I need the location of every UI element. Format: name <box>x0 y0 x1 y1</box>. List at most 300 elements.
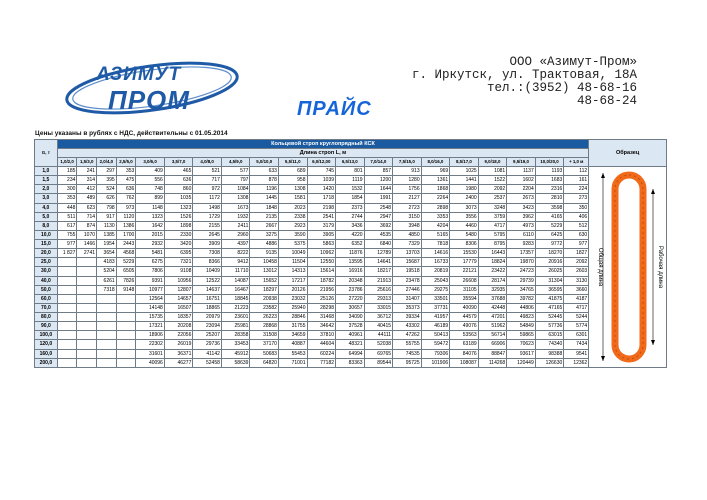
price-cell: 71001 <box>278 358 307 367</box>
table-row <box>35 212 667 221</box>
length-col-header: 5,5/11,0 <box>278 158 307 167</box>
price-cell: 1718 <box>307 194 336 203</box>
price-cell: 1148 <box>136 203 165 212</box>
company-name: ООО «Азимут-Пром» <box>509 55 637 69</box>
price-cell: 20979 <box>193 313 222 322</box>
price-cell: 44111 <box>364 331 393 340</box>
price-cell: 41957 <box>421 313 450 322</box>
price-cell: 40961 <box>336 331 365 340</box>
price-cell: 31755 <box>278 322 307 331</box>
price-cell: 2198 <box>307 203 336 212</box>
price-cell: 20348 <box>336 276 365 285</box>
price-cell: 66906 <box>478 340 507 349</box>
price-cell: 2338 <box>278 212 307 221</box>
price-cell: 465 <box>164 167 193 176</box>
table-row <box>35 185 667 194</box>
price-cell: 26025 <box>535 267 564 276</box>
price-cell: 40887 <box>278 340 307 349</box>
price-cell: 4568 <box>116 249 136 258</box>
price-cell: 7434 <box>564 340 589 349</box>
price-cell: 63015 <box>535 331 564 340</box>
price-cell: 717 <box>193 176 222 185</box>
price-cell: 22056 <box>164 331 193 340</box>
price-cell: 2645 <box>193 230 222 239</box>
price-cell: 9412 <box>221 258 250 267</box>
table-row <box>35 267 667 276</box>
price-cell <box>77 276 97 285</box>
price-cell: 1420 <box>307 185 336 194</box>
price-cell: 3248 <box>478 203 507 212</box>
price-cell: 14616 <box>421 249 450 258</box>
wll-cell: 80,0 <box>35 313 58 322</box>
price-cell: 29739 <box>507 276 536 285</box>
price-cell: 52458 <box>193 358 222 367</box>
table-row <box>35 313 667 322</box>
price-cell: 1137 <box>507 167 536 176</box>
table-row <box>35 230 667 239</box>
wll-cell: 1,0 <box>35 167 58 176</box>
price-cell: 412 <box>77 185 97 194</box>
price-cell: 234 <box>57 176 77 185</box>
price-cell: 32935 <box>478 285 507 294</box>
price-cell <box>57 303 77 312</box>
wll-cell: 90,0 <box>35 322 58 331</box>
price-cell: 6352 <box>336 240 365 249</box>
price-cell: 1280 <box>393 176 422 185</box>
price-cell: 25126 <box>307 294 336 303</box>
price-cell: 64820 <box>250 358 279 367</box>
price-cell: 46189 <box>421 322 450 331</box>
price-cell: 16443 <box>478 249 507 258</box>
price-cell: 714 <box>77 212 97 221</box>
price-cell: 1498 <box>193 203 222 212</box>
price-cell: 36371 <box>164 349 193 358</box>
price-cell: 273 <box>564 194 589 203</box>
price-cell: 17217 <box>278 276 307 285</box>
price-cell: 45912 <box>221 349 250 358</box>
price-cell: 36595 <box>535 285 564 294</box>
price-cell: 14313 <box>278 267 307 276</box>
price-cell: 489 <box>77 194 97 203</box>
price-cell: 3150 <box>393 212 422 221</box>
price-cell: 350 <box>564 203 589 212</box>
price-cell: 1081 <box>478 167 507 176</box>
price-cell: 626 <box>97 194 117 203</box>
price-cell: 801 <box>336 167 365 176</box>
price-cell: 762 <box>116 194 136 203</box>
price-cell: 29313 <box>364 294 393 303</box>
price-cell: 16733 <box>421 258 450 267</box>
length-col-header: 2,0/4,0 <box>97 158 117 167</box>
price-cell: 1385 <box>97 230 117 239</box>
price-cell: 30657 <box>336 303 365 312</box>
price-cell: 1323 <box>164 203 193 212</box>
price-cell: 21956 <box>307 285 336 294</box>
length-col-header: 10,0/20,0 <box>535 158 564 167</box>
price-cell: 16751 <box>193 294 222 303</box>
price-cell: 21223 <box>221 303 250 312</box>
price-cell: 395 <box>97 176 117 185</box>
price-cell: 3353 <box>421 212 450 221</box>
price-cell <box>97 294 117 303</box>
price-cell: 636 <box>164 176 193 185</box>
wll-cell: 120,0 <box>35 340 58 349</box>
price-cell: 2400 <box>450 194 479 203</box>
price-cell: 23094 <box>193 322 222 331</box>
price-cell: 3073 <box>450 203 479 212</box>
price-cell: 10977 <box>136 285 165 294</box>
price-cell: 108087 <box>450 358 479 367</box>
price-cell: 34090 <box>336 313 365 322</box>
price-cell: 2135 <box>250 212 279 221</box>
price-cell: 35594 <box>450 294 479 303</box>
price-cell: 77182 <box>307 358 336 367</box>
price-cell: 6840 <box>364 240 393 249</box>
price-cell: 857 <box>364 167 393 176</box>
price-cell: 4187 <box>564 294 589 303</box>
price-cell: 899 <box>136 194 165 203</box>
price-cell: 5774 <box>564 322 589 331</box>
price-cell: 28298 <box>307 303 336 312</box>
length-col-header: 7,5/15,0 <box>393 158 422 167</box>
price-cell: 3654 <box>97 249 117 258</box>
price-cell: 3130 <box>564 276 589 285</box>
price-cell <box>57 267 77 276</box>
price-cell: 1070 <box>77 230 97 239</box>
price-cell: 21913 <box>364 276 393 285</box>
price-cell <box>77 331 97 340</box>
price-cell: 556 <box>136 176 165 185</box>
price-cell: 23422 <box>478 267 507 276</box>
price-cell: 973 <box>116 203 136 212</box>
table-row <box>35 221 667 230</box>
table-row <box>35 258 667 267</box>
price-cell: 5229 <box>116 258 136 267</box>
price-cell: 2023 <box>278 203 307 212</box>
wll-cell: 60,0 <box>35 294 58 303</box>
length-col-header: 4,5/9,0 <box>221 158 250 167</box>
price-cell: 524 <box>97 185 117 194</box>
wll-cell: 200,0 <box>35 358 58 367</box>
table-row <box>35 303 667 312</box>
price-cell <box>97 303 117 312</box>
price-cell: 6110 <box>507 230 536 239</box>
price-cell: 54849 <box>507 322 536 331</box>
price-cell: 1522 <box>478 176 507 185</box>
price-cell: 7321 <box>164 258 193 267</box>
price-cell <box>116 358 136 367</box>
price-cell <box>77 267 97 276</box>
price-cell: 11710 <box>221 267 250 276</box>
price-cell: 23601 <box>221 313 250 322</box>
price-cell: 406 <box>564 212 589 221</box>
price-cell: 31407 <box>393 294 422 303</box>
price-cell: 1466 <box>77 240 97 249</box>
price-cell: 3948 <box>393 221 422 230</box>
price-cell: 60224 <box>307 349 336 358</box>
logo-text-top: АЗИМУТ <box>96 64 182 85</box>
price-cell <box>116 303 136 312</box>
price-cell: 12807 <box>164 285 193 294</box>
price-cell: 74535 <box>393 349 422 358</box>
price-cell: 2264 <box>421 194 450 203</box>
price-cell: 2537 <box>478 194 507 203</box>
price-cell <box>116 340 136 349</box>
price-cell: 25981 <box>221 322 250 331</box>
price-cell <box>97 358 117 367</box>
price-cell: 797 <box>221 176 250 185</box>
price-cell: 84076 <box>450 349 479 358</box>
price-cell: 4183 <box>97 258 117 267</box>
wll-cell: 100,0 <box>35 331 58 340</box>
table-row <box>35 294 667 303</box>
price-cell: 8222 <box>221 249 250 258</box>
price-cell <box>57 313 77 322</box>
price-cell: 4850 <box>393 230 422 239</box>
price-cell: 314 <box>77 176 97 185</box>
price-cell: 15687 <box>393 258 422 267</box>
price-cell: 49076 <box>450 322 479 331</box>
price-cell: 23582 <box>250 303 279 312</box>
logo-text-bottom: ПРОМ <box>108 85 190 115</box>
price-cell: 4204 <box>421 221 450 230</box>
price-cell: 1932 <box>221 212 250 221</box>
price-cell: 1386 <box>116 221 136 230</box>
price-cell: 50413 <box>421 331 450 340</box>
price-cell: 52038 <box>364 340 393 349</box>
price-cell: 4535 <box>364 230 393 239</box>
price-cell: 15652 <box>250 276 279 285</box>
price-cell: 101906 <box>421 358 450 367</box>
price-cell: 49823 <box>507 313 536 322</box>
length-header: Длина строп L, м <box>57 149 588 158</box>
length-col-header: 7,0/14,0 <box>364 158 393 167</box>
price-cell: 23786 <box>336 285 365 294</box>
price-cell: 63189 <box>450 340 479 349</box>
price-cell: 6301 <box>564 331 589 340</box>
length-col-header: 2,5/5,0 <box>116 158 136 167</box>
price-cell: 37688 <box>478 294 507 303</box>
table-row <box>35 249 667 258</box>
price-cell: 31508 <box>250 331 279 340</box>
price-cell <box>57 285 77 294</box>
price-cell: 2373 <box>336 203 365 212</box>
price-cell: 33015 <box>364 303 393 312</box>
price-cell: 1756 <box>393 185 422 194</box>
price-cell: 31468 <box>307 313 336 322</box>
price-cell: 1039 <box>307 176 336 185</box>
price-cell <box>116 349 136 358</box>
price-cell: 10962 <box>307 249 336 258</box>
price-cell: 5165 <box>421 230 450 239</box>
price-cell: 10049 <box>278 249 307 258</box>
price-cell: 25940 <box>278 303 307 312</box>
price-cell: 8366 <box>193 258 222 267</box>
price-cell: 5863 <box>307 240 336 249</box>
price-cell: 56714 <box>478 331 507 340</box>
price-cell: 28846 <box>278 313 307 322</box>
price-cell: 3423 <box>507 203 536 212</box>
price-cell: 1532 <box>336 185 365 194</box>
price-cell: 95725 <box>393 358 422 367</box>
price-cell: 1308 <box>278 185 307 194</box>
price-cell: 874 <box>77 221 97 230</box>
price-cell: 64994 <box>336 349 365 358</box>
price-cell <box>116 313 136 322</box>
price-cell: 48321 <box>336 340 365 349</box>
company-info <box>412 56 637 108</box>
price-cell: 3692 <box>364 221 393 230</box>
table-row <box>35 322 667 331</box>
price-cell: 2667 <box>250 221 279 230</box>
price-cell: 15530 <box>450 249 479 258</box>
price-cell: 755 <box>57 230 77 239</box>
price-cell: 10458 <box>250 258 279 267</box>
price-cell: 25207 <box>193 331 222 340</box>
price-cell: 636 <box>116 185 136 194</box>
wll-cell: 10,0 <box>35 230 58 239</box>
price-cell: 53563 <box>450 331 479 340</box>
price-cell: 577 <box>221 167 250 176</box>
price-cell: 57736 <box>535 322 564 331</box>
price-cell: 1980 <box>450 185 479 194</box>
price-cell: 17321 <box>136 322 165 331</box>
price-cell: 13703 <box>393 249 422 258</box>
price-cell: 25616 <box>364 285 393 294</box>
price-cell: 5480 <box>450 230 479 239</box>
price-cell: 59472 <box>421 340 450 349</box>
price-cell: 1130 <box>97 221 117 230</box>
price-cell: 512 <box>564 221 589 230</box>
price-cell: 39334 <box>393 313 422 322</box>
length-col-header: 3,0/6,0 <box>136 158 165 167</box>
price-cell: 630 <box>564 230 589 239</box>
price-cell: 748 <box>136 185 165 194</box>
price-cell: 7329 <box>393 240 422 249</box>
price-cell: 2741 <box>77 249 97 258</box>
price-cell: 1 827 <box>57 249 77 258</box>
price-cell: 224 <box>564 185 589 194</box>
price-cell: 689 <box>278 167 307 176</box>
price-cell: 958 <box>278 176 307 185</box>
price-cell: 9283 <box>507 240 536 249</box>
price-cell: 5244 <box>564 313 589 322</box>
price-cell <box>57 331 77 340</box>
length-col-header: 1,0/2,0 <box>57 158 77 167</box>
price-cell: 20208 <box>164 322 193 331</box>
price-cell: 1827 <box>564 249 589 258</box>
wll-cell: 4,0 <box>35 203 58 212</box>
price-cell: 37731 <box>421 303 450 312</box>
price-cell: 2960 <box>221 230 250 239</box>
price-cell: 93617 <box>507 349 536 358</box>
price-cell: 55453 <box>278 349 307 358</box>
price-cell: 8306 <box>450 240 479 249</box>
price-cell: 1526 <box>164 212 193 221</box>
price-cell: 6395 <box>164 249 193 258</box>
price-cell: 34642 <box>307 322 336 331</box>
length-col-header: 4,0/8,0 <box>193 158 222 167</box>
length-col-header: 3,5/7,0 <box>164 158 193 167</box>
price-cell: 1193 <box>535 167 564 176</box>
price-cell: 1308 <box>221 194 250 203</box>
price-cell <box>57 349 77 358</box>
price-cell: 14087 <box>221 276 250 285</box>
price-cell: 5204 <box>97 267 117 276</box>
price-cell: 2923 <box>278 221 307 230</box>
length-col-header: 5,0/10,0 <box>250 158 279 167</box>
total-length-label: Общая длина <box>597 247 603 287</box>
price-cell: 511 <box>57 212 77 221</box>
price-cell: 16916 <box>336 267 365 276</box>
price-cell: 1868 <box>421 185 450 194</box>
price-cell: 33453 <box>221 340 250 349</box>
price-cell: 59865 <box>507 331 536 340</box>
price-cell <box>97 331 117 340</box>
price-cell: 1673 <box>221 203 250 212</box>
price-cell: 2932 <box>136 240 165 249</box>
price-cell: 114268 <box>478 358 507 367</box>
price-cell: 18782 <box>307 276 336 285</box>
price-cell: 52445 <box>535 313 564 322</box>
price-cell: 18906 <box>136 331 165 340</box>
table-row <box>35 331 667 340</box>
price-cell: 3598 <box>535 203 564 212</box>
price-cell: 79306 <box>421 349 450 358</box>
price-cell: 1683 <box>535 176 564 185</box>
price-cell: 9541 <box>564 349 589 358</box>
price-cell: 120449 <box>507 358 536 367</box>
price-cell: 4973 <box>507 221 536 230</box>
price-cell: 1035 <box>164 194 193 203</box>
price-cell: 2411 <box>221 221 250 230</box>
price-cell: 58639 <box>221 358 250 367</box>
price-cell: 24723 <box>507 267 536 276</box>
price-cell: 47262 <box>393 331 422 340</box>
price-cell: 16507 <box>164 303 193 312</box>
price-cell: 1084 <box>221 185 250 194</box>
table-row <box>35 349 667 358</box>
price-cell: 1602 <box>507 176 536 185</box>
wll-cell: 25,0 <box>35 258 58 267</box>
price-cell: 972 <box>193 185 222 194</box>
price-cell: 18217 <box>364 267 393 276</box>
price-cell <box>77 303 97 312</box>
price-cell: 8795 <box>478 240 507 249</box>
price-cell: 23478 <box>393 276 422 285</box>
price-cell: 22121 <box>450 267 479 276</box>
price-cell: 9135 <box>250 249 279 258</box>
price-cell: 70623 <box>507 340 536 349</box>
price-cell <box>57 358 77 367</box>
price-cell: 19870 <box>507 258 536 267</box>
price-cell: 2673 <box>507 194 536 203</box>
price-cell: 1581 <box>278 194 307 203</box>
table-row <box>35 203 667 212</box>
price-cell: 9108 <box>164 267 193 276</box>
price-cell <box>97 322 117 331</box>
price-cell <box>77 358 97 367</box>
price-cell: 13012 <box>250 267 279 276</box>
price-cell: 35373 <box>393 303 422 312</box>
price-cell: 409 <box>136 167 165 176</box>
price-cell: 5375 <box>278 240 307 249</box>
price-cell: 74340 <box>535 340 564 349</box>
price-cell: 2744 <box>336 212 365 221</box>
wll-cell: 70,0 <box>35 303 58 312</box>
price-cell: 6261 <box>97 276 117 285</box>
price-cell <box>97 349 117 358</box>
